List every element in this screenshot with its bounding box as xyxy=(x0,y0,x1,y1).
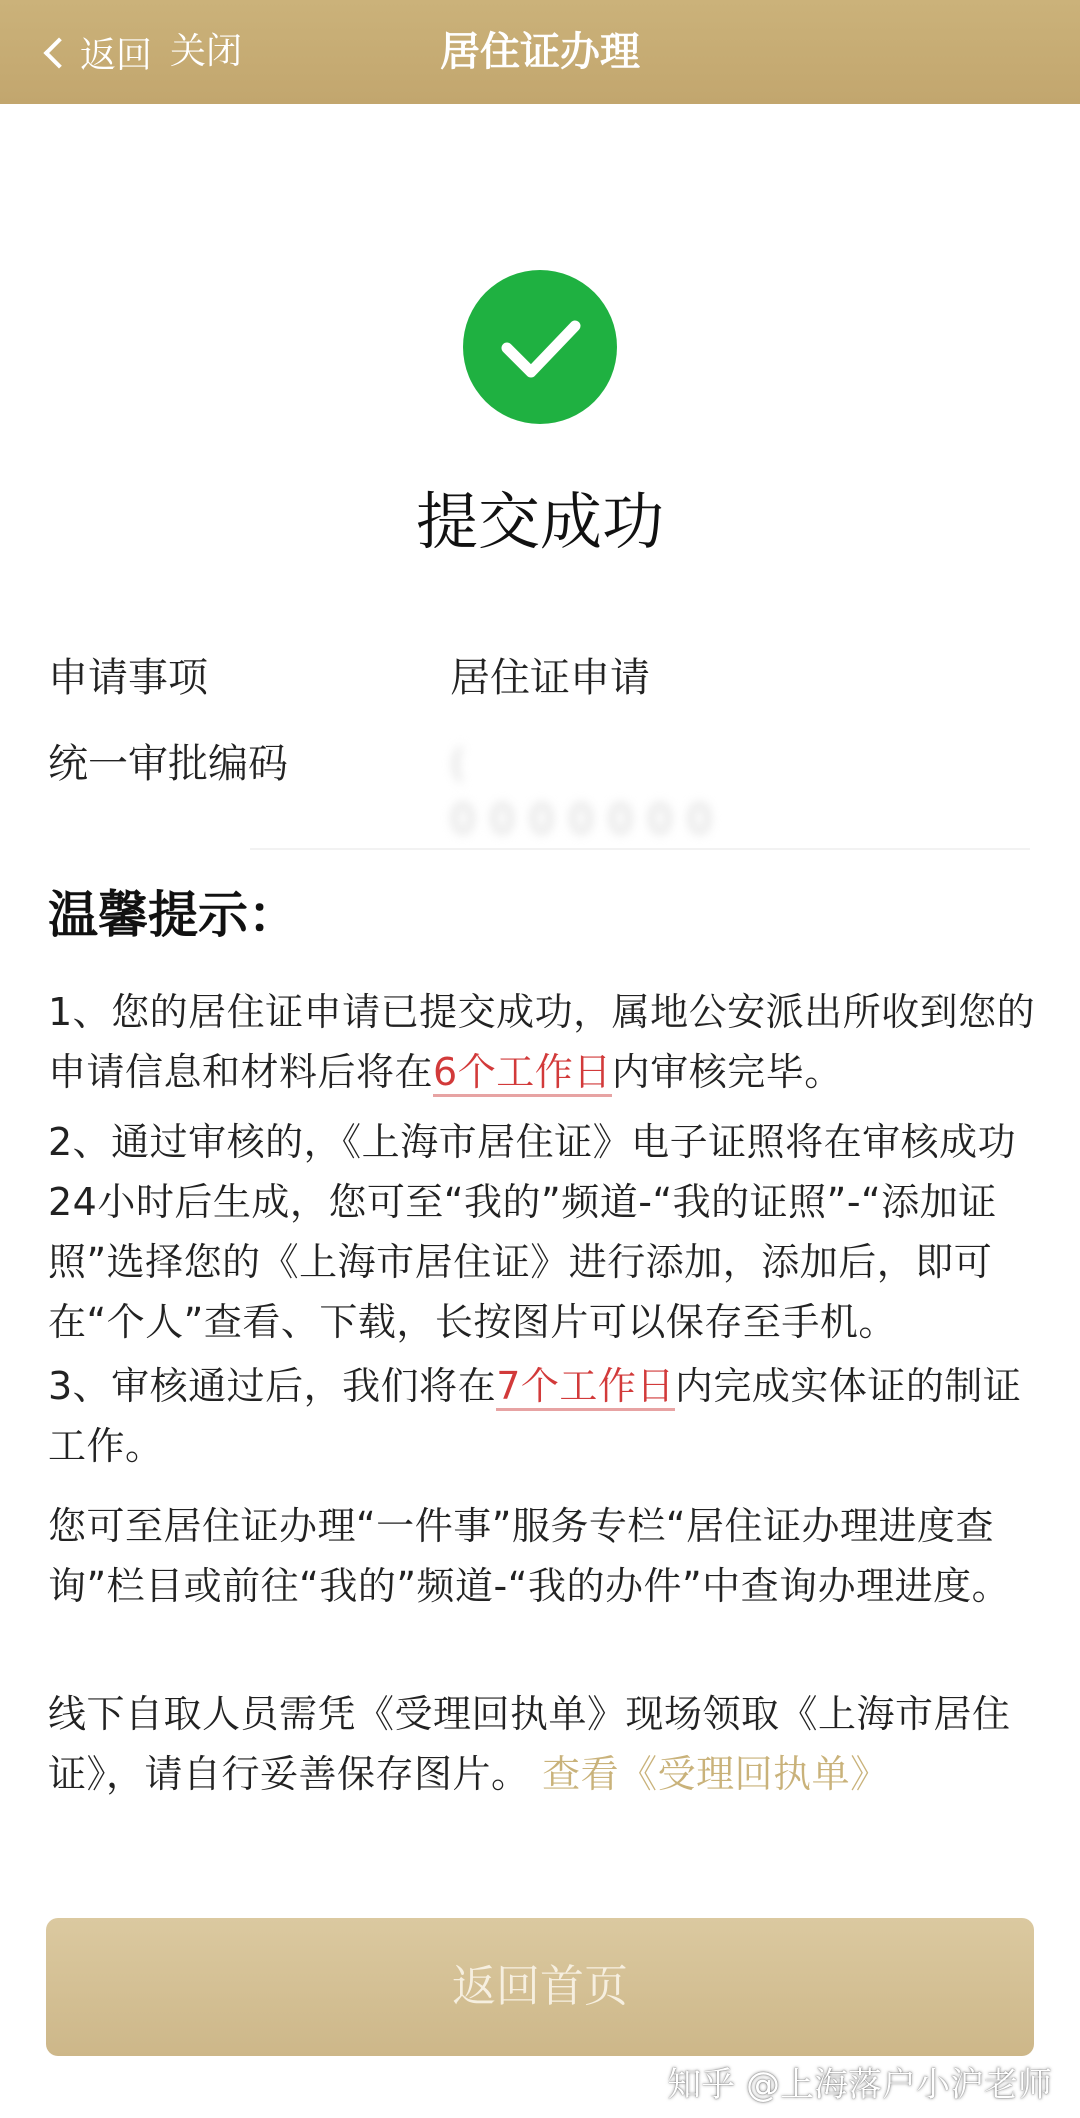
tip-3-text-after: 内完成实体证的制证工作。 xyxy=(48,1364,1022,1468)
approval-code-value: ( 0000000 xyxy=(450,741,727,843)
tip-1-text-before: 1、您的居住证申请已提交成功，属地公安派出所收到您的申请信息和材料后将在 xyxy=(48,990,1036,1094)
tip-5-text: 线下自取人员需凭《受理回执单》现场领取《上海市居住证》，请自行妥善保存图片。 xyxy=(48,1692,1011,1796)
tip-paragraph-1 xyxy=(48,982,1038,1102)
page-title: 居住证办理 xyxy=(440,29,640,75)
tip-paragraph-5 xyxy=(48,1684,1038,1804)
watermark: 知乎 @上海落户小沪老师 xyxy=(667,2065,1052,2105)
view-receipt-link[interactable]: 查看《受理回执单》 xyxy=(542,1752,889,1796)
success-title: 提交成功 xyxy=(415,485,664,558)
tips-heading: 温馨提示： xyxy=(48,886,298,944)
success-badge xyxy=(463,270,617,424)
tip-1-text-after: 内审核完毕。 xyxy=(611,1050,843,1094)
nav-bar xyxy=(0,0,1080,104)
return-home-button[interactable]: 返回首页 xyxy=(46,1918,1034,2056)
tip-paragraph-3 xyxy=(48,1356,1038,1476)
code-label: 统一审批编码 xyxy=(48,741,288,787)
tip-paragraph-4: 您可至居住证办理“一件事”服务专栏“居住证办理进度查询”栏目或前往“我的”频道-“我的办件”中查询办理进度。 xyxy=(48,1504,1011,1608)
item-label: 申请事项 xyxy=(48,655,208,701)
checkmark-icon xyxy=(463,270,617,424)
item-value: 居住证申请 xyxy=(450,655,650,701)
tip-3-highlight: 7个工作日 xyxy=(496,1364,675,1411)
back-label: 返回 xyxy=(80,34,153,76)
tip-paragraph-2: 2、通过审核的，《上海市居住证》电子证照将在审核成功24小时后生成，您可至“我的”频道-“我的证照”-“添加证照”选择您的《上海市居住证》进行添加，添加后，即可在“个人”查看、下载，长按图片可以保存至手机。 xyxy=(48,1120,1017,1344)
tip-1-highlight: 6个工作日 xyxy=(433,1050,612,1097)
divider xyxy=(250,848,1030,850)
close-button[interactable]: 关闭 xyxy=(170,31,243,72)
tip-3-text-before: 3、审核通过后，我们将在 xyxy=(48,1364,497,1408)
